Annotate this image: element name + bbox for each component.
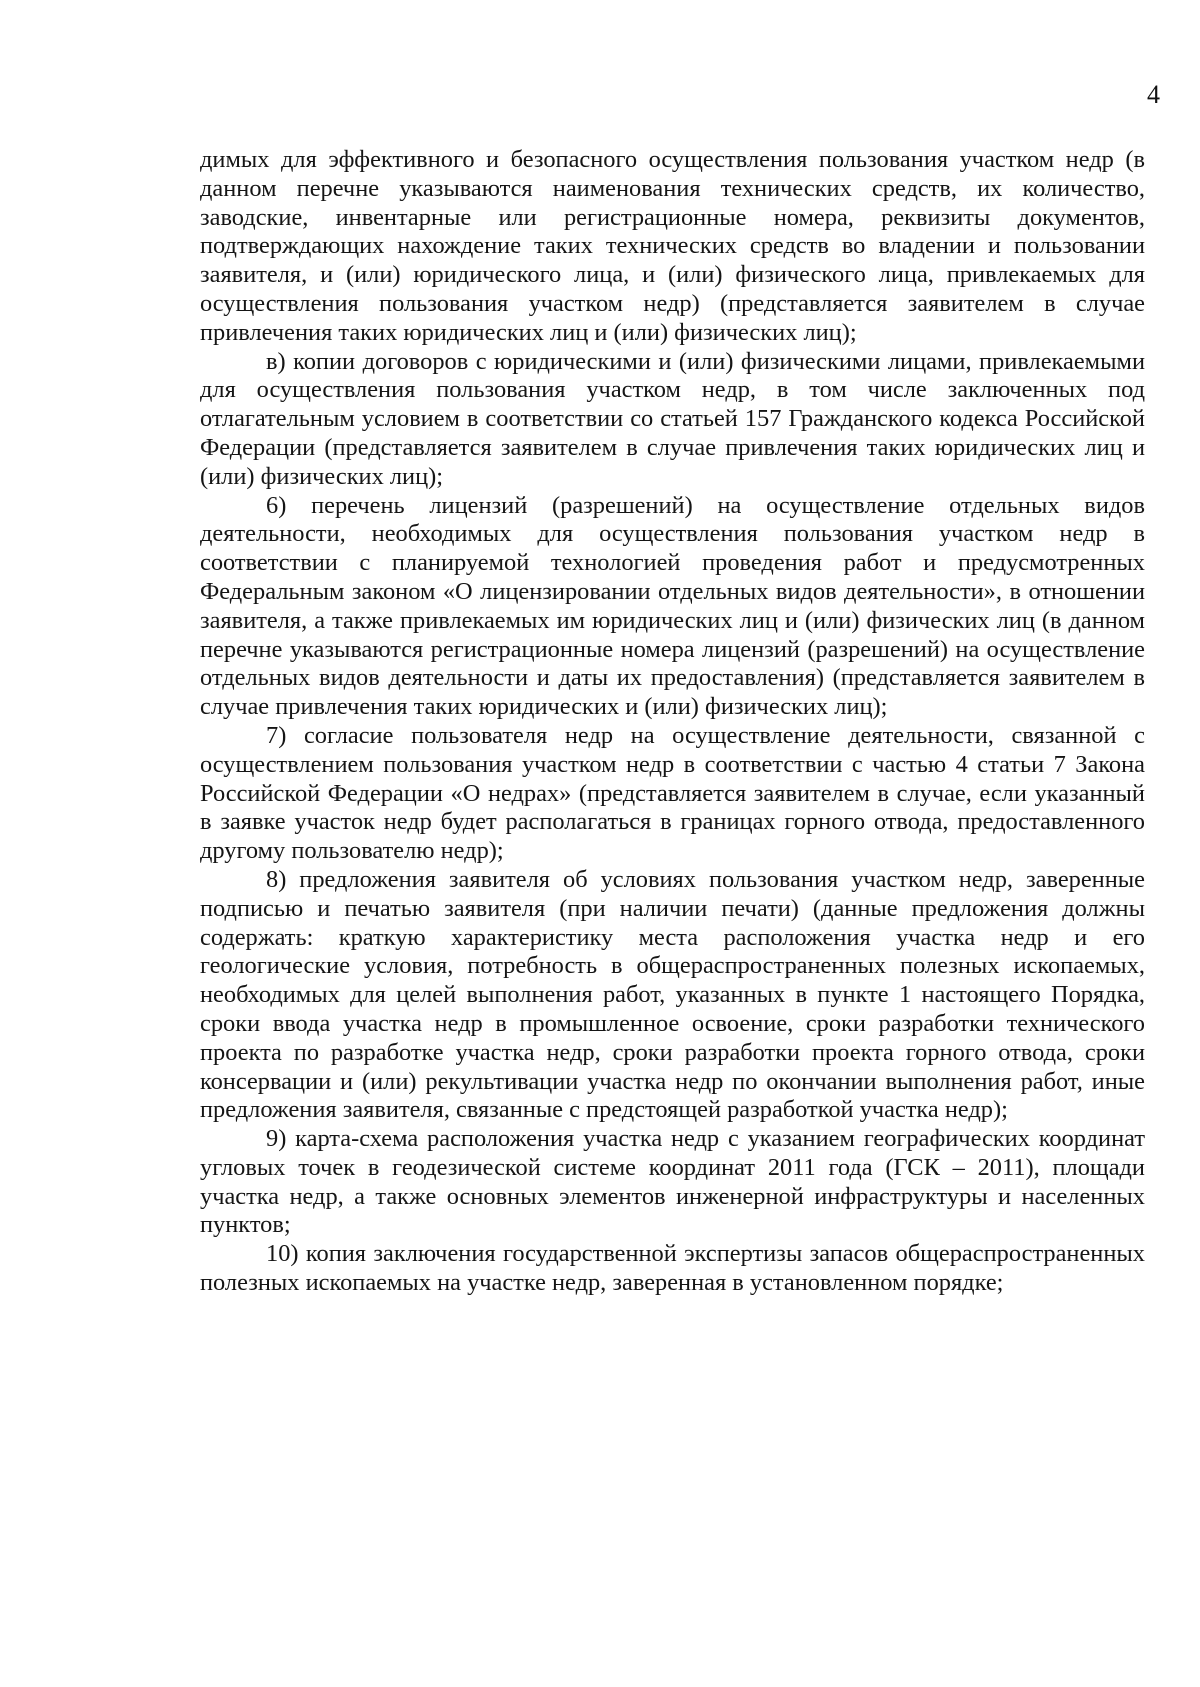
paragraph-continuation: димых для эффективного и безопасного осуществления пользования участком недр (в данном перечне указываются наименования технических средств, их количество, заводские, инвентарные или регистрационные номера, реквизиты документов, подтверждающих нахождение таких технических средств во владении и пользовании заявителя, и (или) юридического лица, и (или) физического лица, привлекаемых для осуществления пользования участком недр) (представляется заявителем в случае привлечения таких юридических лиц и (или) физических лиц);: [200, 146, 1145, 346]
paragraph-item-9: 9) карта-схема расположения участка недр с указанием географических координат угловых точек в геодезической системе координат 2011 года (ГСК – 2011), площади участка недр, а также основных элементов инженерной инфраструктуры и населенных пунктов;: [200, 1125, 1145, 1239]
paragraph-item-v: в) копии договоров с юридическими и (или) физическими лицами, привлекаемыми для осуществления пользования участком недр, в том числе заключенных под отлагательным условием в соответствии со статьей 157 Гражданского кодекса Российской Федерации (представляется заявителем в случае привлечения таких юридических лиц и (или) физических лиц);: [200, 347, 1145, 490]
paragraph-item-10: 10) копия заключения государственной экспертизы запасов общераспространенных полезных ископаемых на участке недр, заверенная в установленном порядке;: [200, 1240, 1145, 1297]
paragraph-item-7: 7) согласие пользователя недр на осуществление деятельности, связанной с осуществлением пользования участком недр в соответствии с частью 4 статьи 7 Закона Российской Федерации «О недрах» (представляется заявителем в случае, если указанный в заявке участок недр будет располагаться в границах горного отвода, предоставленного другому пользователю недр);: [200, 721, 1145, 865]
paragraph-item-8: 8) предложения заявителя об условиях пользования участком недр, заверенные подписью и печатью заявителя (при наличии печати) (данные предложения должны содержать: краткую характеристику места расположения участка недр и его геологические условия, потребность в общераспространенных полезных ископаемых, необходимых для целей выполнения работ, указанных в пункте 1 настоящего Порядка, сроки ввода участка недр в промышленное освоение, сроки разработки технического проекта по разработке участка недр, сроки разработки проекта горного отвода, сроки консервации и (или) рекультивации участка недр по окончании выполнения работ, иные предложения заявителя, связанные с предстоящей разработкой участка недр);: [200, 865, 1145, 1124]
page-number: 4: [1147, 80, 1160, 109]
paragraph-item-6: 6) перечень лицензий (разрешений) на осуществление отдельных видов деятельности, необходимых для осуществления пользования участком недр в соответствии с планируемой технологией проведения работ и предусмотренных Федеральным законом «О лицензировании отдельных видов деятельности», в отношении заявителя, а также привлекаемых им юридических лиц и (или) физических лиц (в данном перечне указываются регистрационные номера лицензий (разрешений) на осуществление отдельных видов деятельности и даты их предоставления) (представляется заявителем в случае привлечения таких юридических и (или) физических лиц);: [200, 491, 1145, 721]
body-text: [200, 146, 1145, 1298]
